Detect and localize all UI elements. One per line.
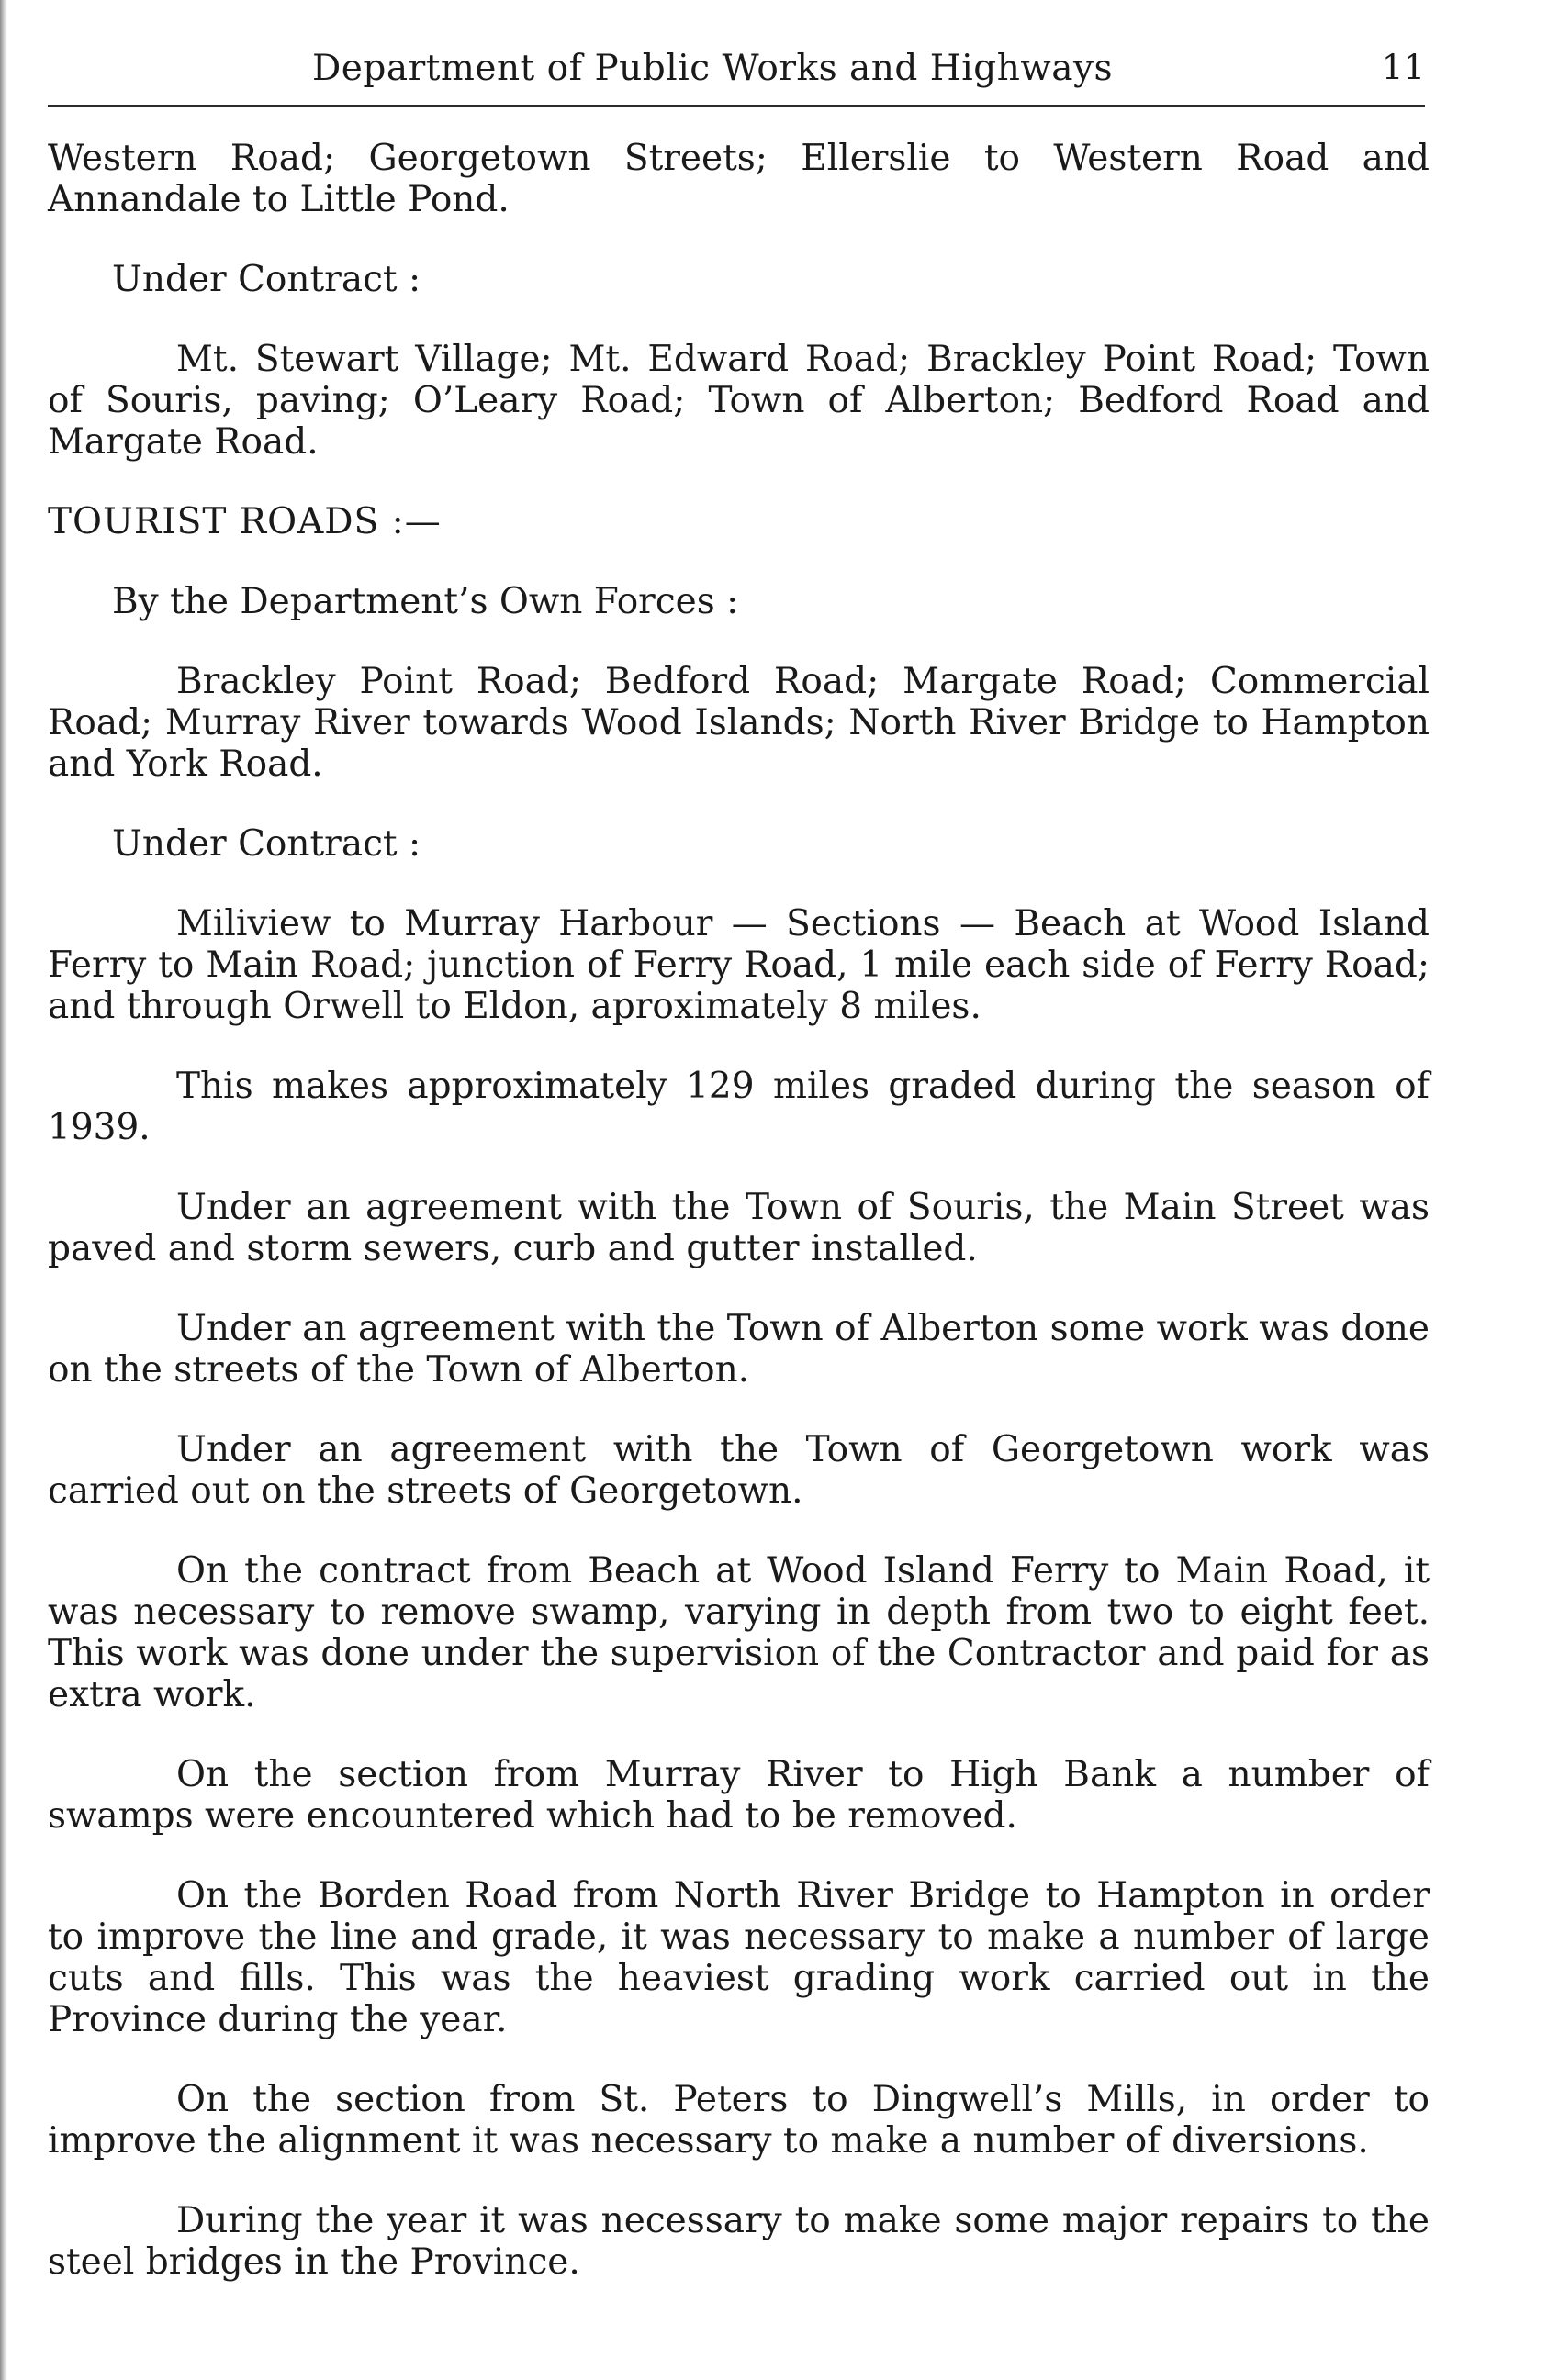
paragraph-5: By the Department’s Own Forces : [112, 581, 739, 622]
body-text [48, 138, 1430, 2321]
paragraph-2: Under Contract : [112, 259, 421, 300]
paragraph-17: During the year it was necessary to make some major repairs to the steel bridges in the Province. [48, 2200, 1430, 2283]
header-title: Department of Public Works and Highways [312, 48, 1114, 89]
section-heading-tourist-roads: TOURIST ROADS :— [48, 501, 442, 542]
paragraph-8: Miliview to Murray Harbour — Sections — Beach at Wood Island Ferry to Main Road; junction of Ferry Road, 1 mile each side of Ferry Road; and through Orwell to Eldon, aproximately 8 miles. [48, 903, 1430, 1027]
paragraph-12: Under an agreement with the Town of Georgetown work was carried out on the streets of Georgetown. [48, 1429, 1430, 1512]
paragraph-16: On the section from St. Peters to Dingwell’s Mills, in order to improve the alignment it was necessary to make a number of diversions. [48, 2079, 1430, 2162]
paragraph-13: On the contract from Beach at Wood Island Ferry to Main Road, it was necessary to remove swamp, varying in depth from two to eight feet. This work was done under the supervision of the Contractor and paid for as extra work. [48, 1550, 1430, 1715]
paragraph-11: Under an agreement with the Town of Alberton some work was done on the streets of the Town of Alberton. [48, 1308, 1430, 1391]
paragraph-10: Under an agreement with the Town of Souris, the Main Street was paved and storm sewers, curb and gutter installed. [48, 1187, 1430, 1269]
paragraph-15: On the Borden Road from North River Bridge to Hampton in order to improve the line and grade, it was necessary to make a number of large cuts and fills. This was the heaviest grading work carried out in the Province during the year. [48, 1875, 1430, 2040]
paragraph-9: This makes approximately 129 miles graded during the season of 1939. [48, 1066, 1430, 1148]
page-number: 11 [1381, 48, 1425, 87]
header-rule [48, 105, 1425, 107]
paragraph-14: On the section from Murray River to High Bank a number of swamps were encountered which had to be removed. [48, 1754, 1430, 1837]
paragraph-6: Brackley Point Road; Bedford Road; Margate Road; Commercial Road; Murray River towards Wood Islands; North River Bridge to Hampton and York Road. [48, 661, 1430, 785]
scan-edge-shadow [0, 0, 7, 2380]
paragraph-1: Western Road; Georgetown Streets; Ellerslie to Western Road and Annandale to Little Pond. [48, 138, 1430, 220]
running-header [48, 40, 1425, 105]
paragraph-7: Under Contract : [112, 823, 421, 865]
paragraph-3: Mt. Stewart Village; Mt. Edward Road; Brackley Point Road; Town of Souris, paving; O’Leary Road; Town of Alberton; Bedford Road and Margate Road. [48, 339, 1430, 463]
